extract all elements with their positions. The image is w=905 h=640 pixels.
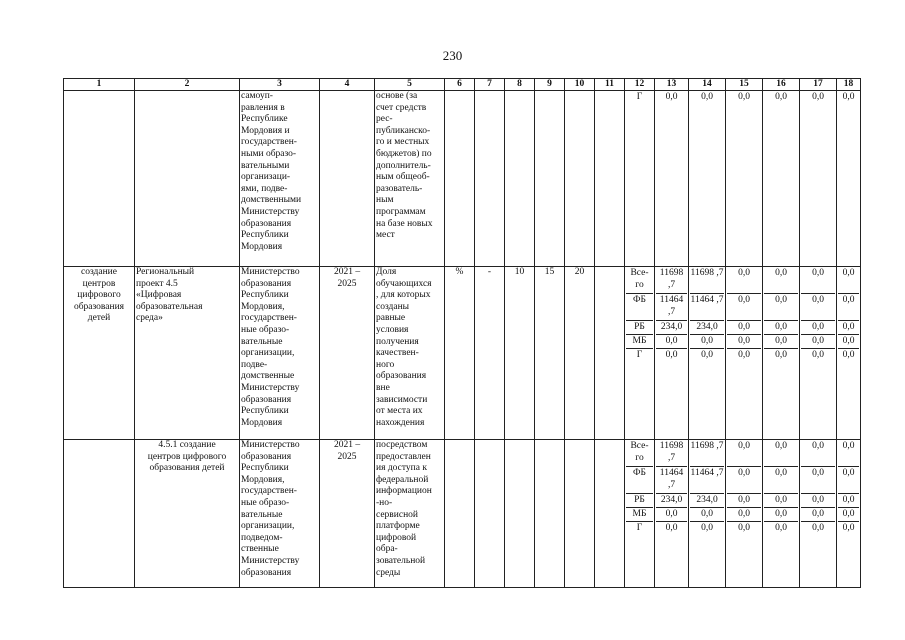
- cell-year-1: [689, 440, 726, 588]
- source-label: РБ: [626, 494, 653, 508]
- cell-project: Региональный проект 4.5 «Цифровая образовательная среда»: [135, 267, 240, 440]
- column-header: 14: [689, 79, 726, 91]
- column-header: 1: [64, 79, 135, 91]
- cell-indicator: посредством предоставлен ия доступа к федеральной информацион -но- сервисной платформе цифровой обра- зовательной среды: [375, 440, 445, 588]
- column-header: 10: [565, 79, 595, 91]
- amount-year: 0,0: [701, 523, 713, 533]
- cell-value-7: -: [475, 267, 505, 440]
- amount-year: 0,0: [801, 267, 835, 294]
- amount-year: 0,0: [775, 523, 787, 533]
- cell-source: [625, 267, 655, 440]
- amount-year: 0,0: [801, 321, 835, 335]
- amount-year: 0,0: [727, 294, 761, 321]
- cell-value-11: [595, 440, 625, 588]
- amount-year: 0,0: [801, 467, 835, 494]
- cell-period: 2021 – 2025: [320, 267, 375, 440]
- amount-year: 0,0: [727, 508, 761, 522]
- cell-value-7: [475, 91, 505, 267]
- amount-year: 0,0: [727, 467, 761, 494]
- column-header: 11: [595, 79, 625, 91]
- amount-year: 0,0: [727, 321, 761, 335]
- table-row: [64, 440, 861, 588]
- column-header: 7: [475, 79, 505, 91]
- amount-year: 0,0: [838, 440, 859, 467]
- amount-year: 0,0: [764, 294, 798, 321]
- cell-year-1: [689, 267, 726, 440]
- cell-indicator: Доля обучающихся , для которых созданы равные условия получения качествен- ного образования вне зависимости от места их нахождения: [375, 267, 445, 440]
- amount-year: 0,0: [690, 508, 724, 522]
- source-label: ФБ: [626, 294, 653, 321]
- amount-year: 0,0: [764, 440, 798, 467]
- cell-value-8: 10: [505, 267, 535, 440]
- source-label: Все- го: [626, 440, 653, 467]
- amount-year: 234,0: [690, 321, 724, 335]
- amount-year: 0,0: [764, 335, 798, 349]
- source-label: Все- го: [626, 267, 653, 294]
- cell-indicator: основе (за счет средств рес- публиканско- го и местных бюджетов) по дополнитель- ным общеоб- разователь- ным программам на базе новых мест: [375, 91, 445, 267]
- amount-year: 0,0: [764, 508, 798, 522]
- amount-year: 0,0: [801, 294, 835, 321]
- amount-total: 11698 ,7: [656, 267, 687, 294]
- cell-year-2: [726, 440, 763, 588]
- cell-project: [135, 91, 240, 267]
- cell-value-10: 20: [565, 267, 595, 440]
- column-header: 16: [763, 79, 800, 91]
- cell-year-3: [763, 440, 800, 588]
- amount-total: 0,0: [665, 523, 678, 533]
- amount-year: 0,0: [838, 467, 859, 494]
- cell-year-4: [800, 91, 837, 267]
- table-row: [64, 267, 861, 440]
- page-number: 230: [442, 48, 463, 63]
- column-header: 18: [837, 79, 861, 91]
- cell-value-8: [505, 440, 535, 588]
- source-label: Г: [636, 350, 643, 360]
- cell-total: [655, 91, 689, 267]
- amount-year: 11698 ,7: [690, 440, 724, 467]
- cell-project: 4.5.1 создание центров цифрового образования детей: [135, 440, 240, 588]
- amount-year: 0,0: [838, 267, 859, 294]
- cell-year-4: [800, 440, 837, 588]
- amount-year: 0,0: [764, 467, 798, 494]
- cell-unit: [445, 91, 475, 267]
- cell-value-7: [475, 440, 505, 588]
- program-table: [63, 78, 861, 588]
- amount-year: 0,0: [727, 440, 761, 467]
- amount-year: 0,0: [738, 523, 750, 533]
- column-header: 9: [535, 79, 565, 91]
- amount-total: 11698 ,7: [656, 440, 687, 467]
- amount-year: 11464 ,7: [690, 294, 724, 321]
- cell-year-4: [800, 267, 837, 440]
- amount-year: 0,0: [775, 92, 787, 102]
- cell-activity: [64, 440, 135, 588]
- amount-total: 0,0: [656, 335, 687, 349]
- amount-year: 0,0: [838, 508, 859, 522]
- cell-value-9: [535, 440, 565, 588]
- cell-total: [655, 440, 689, 588]
- amount-year: 11698 ,7: [690, 267, 724, 294]
- cell-value-10: [565, 440, 595, 588]
- source-label: МБ: [626, 508, 653, 522]
- amount-year: 0,0: [701, 350, 713, 360]
- amount-year: 0,0: [764, 321, 798, 335]
- amount-year: 0,0: [801, 335, 835, 349]
- amount-year: 0,0: [838, 335, 859, 349]
- column-header: 3: [240, 79, 320, 91]
- amount-year: 0,0: [838, 494, 859, 508]
- cell-year-3: [763, 91, 800, 267]
- cell-source: [625, 440, 655, 588]
- amount-total: 234,0: [656, 321, 687, 335]
- cell-year-3: [763, 267, 800, 440]
- source-label: МБ: [626, 335, 653, 349]
- cell-year-1: [689, 91, 726, 267]
- amount-year: 0,0: [701, 92, 713, 102]
- column-header: 8: [505, 79, 535, 91]
- source-label: Г: [636, 523, 643, 533]
- amount-year: 0,0: [738, 350, 750, 360]
- amount-total: 234,0: [656, 494, 687, 508]
- amount-year: 0,0: [812, 350, 824, 360]
- column-header: 13: [655, 79, 689, 91]
- amount-year: 11464 ,7: [690, 467, 724, 494]
- cell-unit: [445, 440, 475, 588]
- cell-period: 2021 – 2025: [320, 440, 375, 588]
- table-row: [64, 91, 861, 267]
- cell-period: [320, 91, 375, 267]
- amount-year: 0,0: [801, 440, 835, 467]
- cell-value-9: 15: [535, 267, 565, 440]
- amount-year: 0,0: [838, 321, 859, 335]
- amount-year: 0,0: [764, 267, 798, 294]
- amount-year: 234,0: [690, 494, 724, 508]
- column-header: 17: [800, 79, 837, 91]
- amount-year: 0,0: [764, 494, 798, 508]
- amount-year: 0,0: [727, 494, 761, 508]
- amount-total: 11464 ,7: [656, 294, 687, 321]
- cell-value-10: [565, 91, 595, 267]
- column-header: 15: [726, 79, 763, 91]
- amount-year: 0,0: [838, 294, 859, 321]
- amount-year: 0,0: [738, 92, 750, 102]
- column-header: 6: [445, 79, 475, 91]
- amount-year: 0,0: [842, 523, 855, 533]
- amount-year: 0,0: [812, 92, 824, 102]
- amount-total: 11464 ,7: [656, 467, 687, 494]
- amount-year: 0,0: [690, 335, 724, 349]
- cell-year-2: [726, 91, 763, 267]
- amount-year: 0,0: [727, 267, 761, 294]
- source-label: ФБ: [626, 467, 653, 494]
- amount-year: 0,0: [801, 494, 835, 508]
- cell-year-5: [837, 440, 861, 588]
- cell-year-5: [837, 91, 861, 267]
- cell-year-2: [726, 267, 763, 440]
- amount-year: 0,0: [812, 523, 824, 533]
- cell-executor: Министерство образования Республики Мордовия, государствен- ные образо- вательные организации, подведом- ственные Министерству образования: [240, 440, 320, 588]
- amount-year: 0,0: [727, 335, 761, 349]
- column-header: 4: [320, 79, 375, 91]
- source-label: РБ: [626, 321, 653, 335]
- column-number-row: [64, 79, 861, 91]
- amount-year: 0,0: [842, 92, 855, 102]
- amount-year: 0,0: [775, 350, 787, 360]
- amount-year: 0,0: [842, 350, 855, 360]
- cell-activity: создание центров цифрового образования детей: [64, 267, 135, 440]
- source-label: Г: [636, 92, 643, 102]
- amount-total: 0,0: [665, 350, 678, 360]
- cell-year-5: [837, 267, 861, 440]
- column-header: 5: [375, 79, 445, 91]
- cell-value-8: [505, 91, 535, 267]
- amount-year: 0,0: [801, 508, 835, 522]
- cell-total: [655, 267, 689, 440]
- cell-activity: [64, 91, 135, 267]
- cell-value-9: [535, 91, 565, 267]
- cell-value-11: [595, 267, 625, 440]
- cell-value-11: [595, 91, 625, 267]
- amount-total: 0,0: [656, 508, 687, 522]
- amount-total: 0,0: [665, 92, 678, 102]
- cell-executor: самоуп- равления в Республике Мордовия и государствен- ными образо- вательными организаци- ями, подве- домственными Министерству образования Республики Мордовия: [240, 91, 320, 267]
- cell-executor: Министерство образования Республики Мордовия, государствен- ные образо- вательные организации, подве- домственные Министерству образования Республики Мордовия: [240, 267, 320, 440]
- cell-source: [625, 91, 655, 267]
- column-header: 12: [625, 79, 655, 91]
- cell-unit: %: [445, 267, 475, 440]
- column-header: 2: [135, 79, 240, 91]
